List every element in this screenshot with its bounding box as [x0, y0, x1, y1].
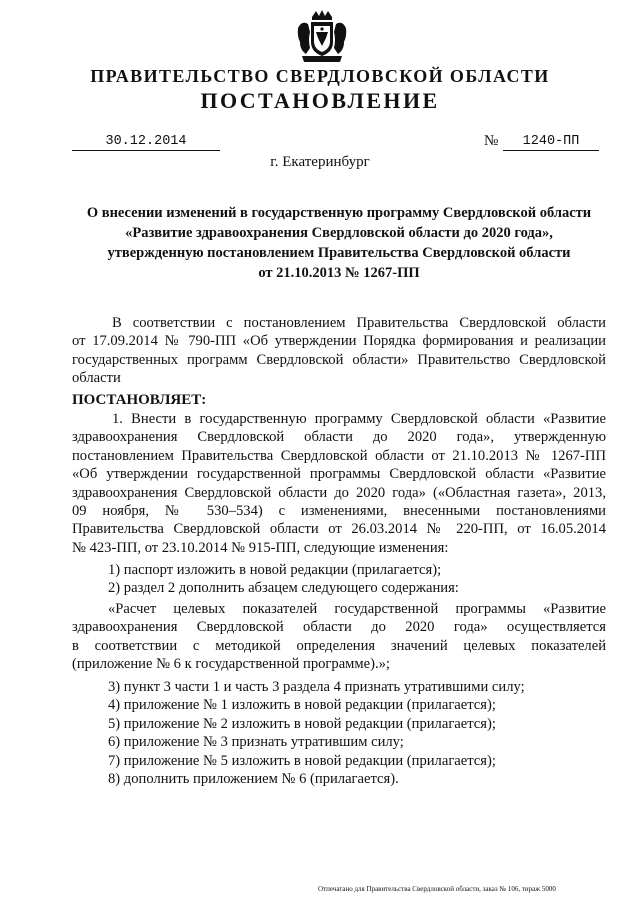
quote-line: (приложение № 6 к государственной программе).»; [72, 656, 390, 673]
item-1 [72, 410, 606, 557]
document-heading [72, 203, 606, 283]
amendments-list-continued [72, 678, 606, 788]
item-1-line: 1. Внести в государственную программу Свердловской области «Развитие [112, 411, 606, 427]
item-1-line: Правительства Свердловской области от 26.03.2014 № 220-ПП, от 16.05.2014 [72, 521, 606, 538]
decree-word: ПОСТАНОВЛЯЕТ: [72, 392, 207, 408]
city: г. Екатеринбург [270, 154, 370, 170]
amendment-item: 7) приложение № 5 изложить в новой редакции (прилагается); [108, 752, 496, 769]
preamble-line: государственных программ Свердловской области» Правительство Свердловской [72, 351, 606, 368]
amendment-item: 6) приложение № 3 признать утратившим силу; [108, 734, 404, 751]
quote-line: в соответствии с методикой определения значений целевых показателей [72, 637, 606, 654]
organization-title: ПРАВИТЕЛЬСТВО СВЕРДЛОВСКОЙ ОБЛАСТИ [90, 66, 550, 86]
heading-line: «Развитие здравоохранения Свердловской области до 2020 года», [125, 225, 553, 241]
item-1-line: здравоохранения Свердловской области до 2020 года» («Областная газета», 2013, [72, 484, 606, 501]
document-type: ПОСТАНОВЛЕНИЕ [200, 88, 440, 113]
preamble [72, 314, 606, 388]
preamble-line: области [72, 370, 121, 387]
preamble-line: от 17.09.2014 № 790-ПП «Об утверждении Порядка формирования и реализации [72, 333, 606, 350]
item-1-line: № 423-ПП, от 23.10.2014 № 915-ПП, следующие изменения: [72, 539, 449, 556]
amendment-item: 4) приложение № 1 изложить в новой редакции (прилагается); [108, 697, 496, 714]
quote-line: «Расчет целевых показателей государственной программы «Развитие [108, 601, 606, 617]
document-date: 30.12.2014 [72, 134, 220, 151]
print-footer: Отпечатано для Правительства Свердловской области, заказ № 106, тираж 5000 [318, 885, 556, 893]
preamble-line: В соответствии с постановлением Правительства Свердловской области [112, 315, 606, 331]
number-sign: № [484, 133, 499, 149]
item-1-line: постановлением Правительства Свердловской области от 21.10.2013 № 1267-ПП [72, 447, 606, 464]
heading-line: О внесении изменений в государственную программу Свердловской области [86, 205, 592, 221]
document-number: 1240-ПП [503, 134, 599, 151]
quote-line: здравоохранения Свердловской области до 2020 года» осуществляется [72, 619, 606, 636]
amendment-item: 2) раздел 2 дополнить абзацем следующего содержания: [108, 580, 459, 597]
heading-line: утвержденную постановлением Правительства Свердловской области [107, 245, 571, 261]
amendment-item: 1) паспорт изложить в новой редакции (прилагается); [108, 562, 442, 578]
item-1-line: 09 ноября, № 530–534) с изменениями, внесенными постановлениями [72, 502, 606, 519]
item-1-line: «Об утверждении государственной программы Свердловской области «Развитие [72, 466, 606, 483]
coat-of-arms-emblem [296, 8, 348, 64]
amendment-item: 5) приложение № 2 изложить в новой редакции (прилагается); [108, 715, 496, 732]
amendment-item: 8) дополнить приложением № 6 (прилагается). [108, 770, 399, 787]
amendment-item: 3) пункт 3 части 1 и часть 3 раздела 4 признать утратившими силу; [108, 679, 525, 695]
amendments-list [72, 561, 606, 598]
heading-line: от 21.10.2013 № 1267-ПП [258, 265, 420, 281]
item-1-line: здравоохранения Свердловской области до 2020 года», утвержденную [72, 429, 606, 446]
quoted-paragraph [72, 600, 606, 674]
